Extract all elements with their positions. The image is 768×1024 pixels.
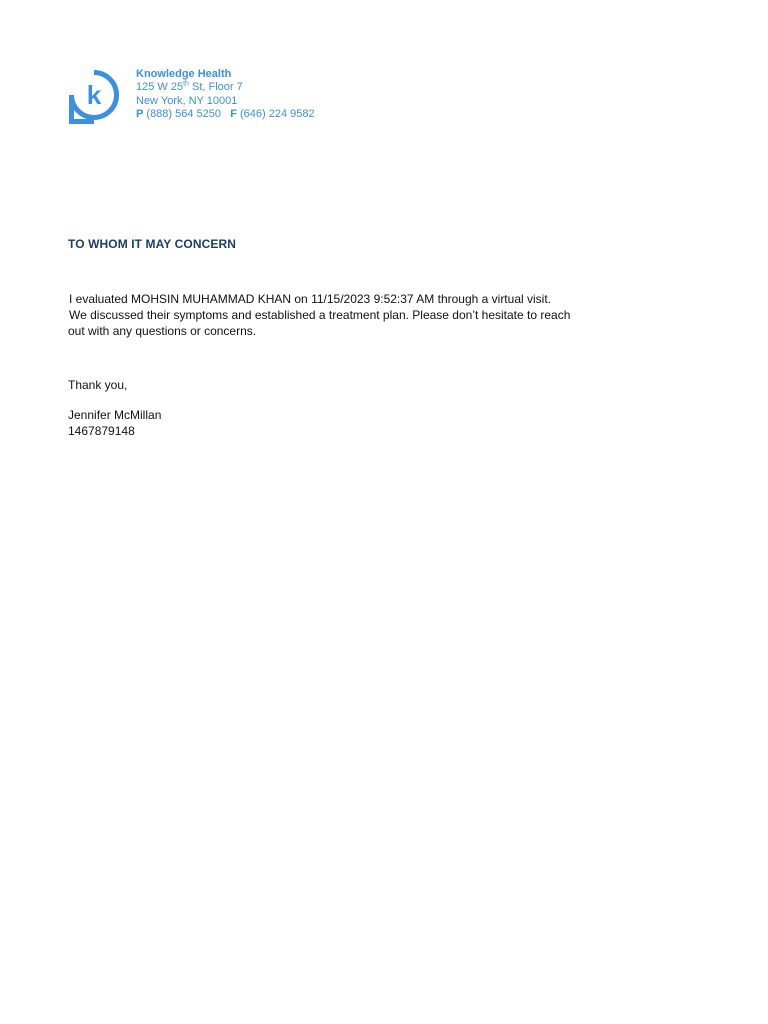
- fax-number: (646) 224 9582: [240, 108, 315, 121]
- letter-heading: TO WHOM IT MAY CONCERN: [68, 237, 236, 251]
- letter-body: [68, 292, 608, 339]
- organization-info: [136, 68, 315, 122]
- organization-name: Knowledge Health: [136, 68, 232, 80]
- address-line-2: New York, NY 10001: [136, 94, 238, 107]
- body-line: out with any questions or concerns.: [68, 323, 257, 338]
- logo-letter: k: [86, 80, 102, 110]
- phone-number: (888) 564 5250: [146, 108, 222, 121]
- fax-label: F: [230, 108, 237, 121]
- address-line-1: [136, 81, 315, 94]
- phone-label: P: [136, 108, 144, 121]
- body-line: I evaluated MOHSIN MUHAMMAD KHAN on 11/15/2023 9:52:37 AM through a virtual visit.: [69, 292, 551, 306]
- address-street-rest: St, Floor 7: [188, 81, 243, 94]
- knowledge-health-logo-icon: [67, 68, 121, 126]
- contact-line: [136, 108, 315, 121]
- body-line: We discussed their symptoms and established a treatment plan. Please don’t hesitate to reach: [69, 307, 571, 322]
- address-street-number: 125 W 25: [136, 81, 184, 94]
- letterhead: [67, 68, 315, 126]
- signer-name: Jennifer McMillan: [68, 408, 162, 422]
- ordinal-suffix: th: [183, 80, 189, 88]
- signer-id: 1467879148: [68, 423, 135, 438]
- letter-closing: Thank you,: [68, 378, 128, 392]
- signature-block: [68, 408, 161, 440]
